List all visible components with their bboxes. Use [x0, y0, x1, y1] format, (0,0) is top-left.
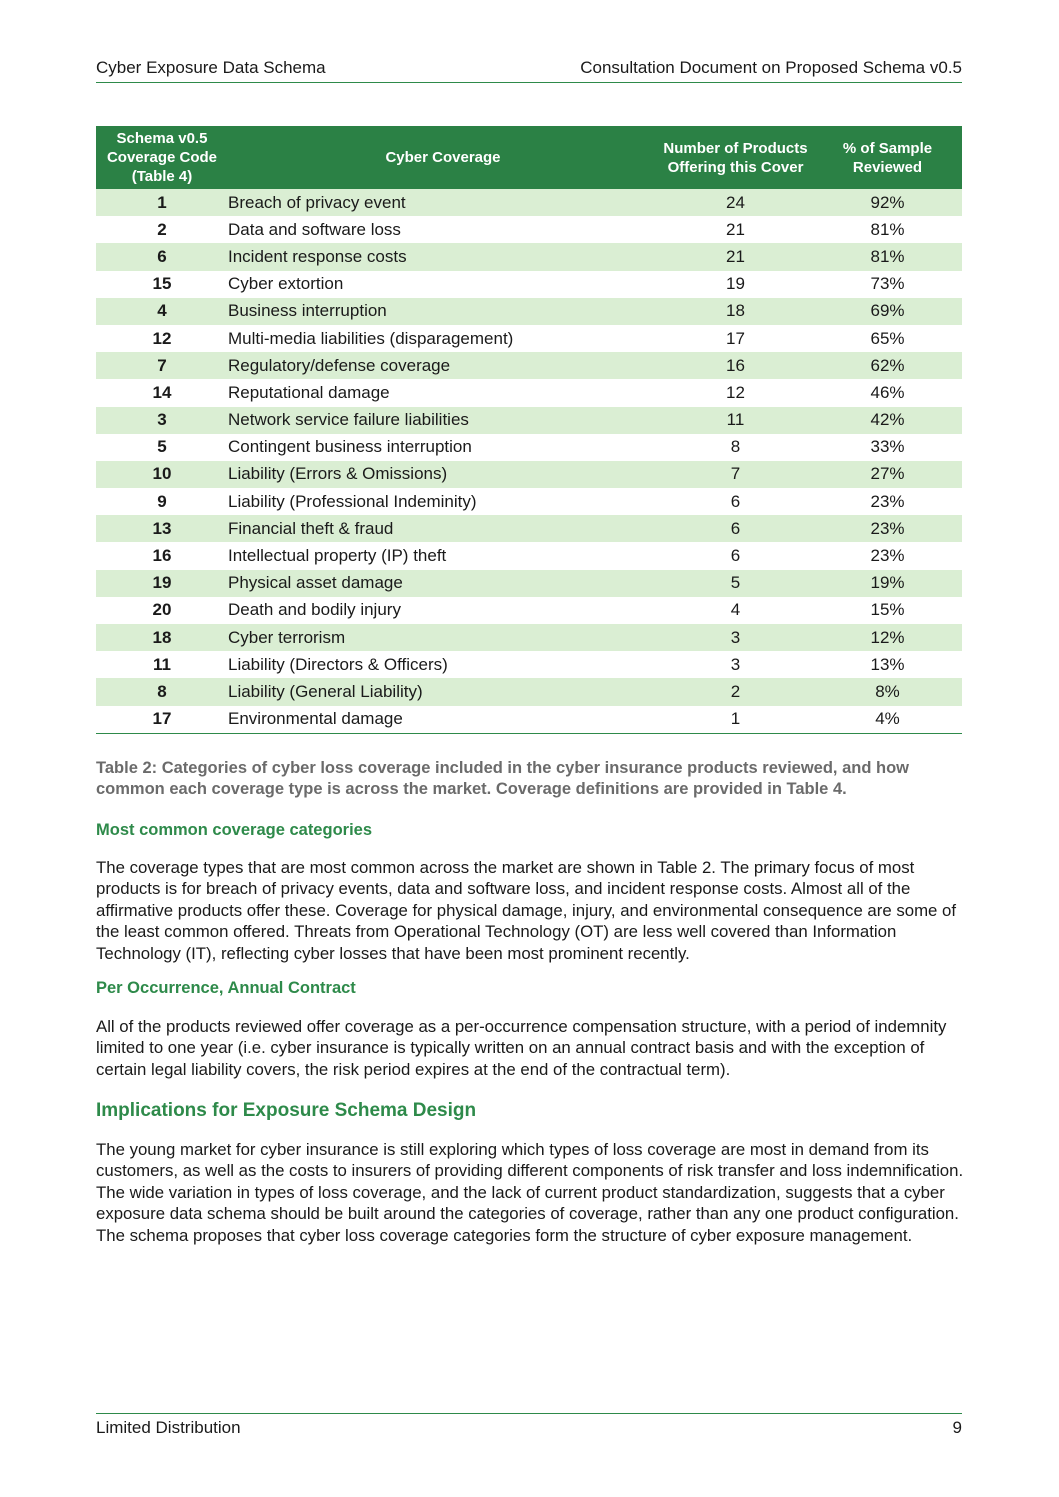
section-heading-common: Most common coverage categories	[96, 821, 373, 839]
cell-coverage: Liability (General Liability)	[228, 678, 658, 705]
cell-code: 4	[96, 298, 228, 325]
cell-coverage: Physical asset damage	[228, 570, 658, 597]
cell-count: 12	[726, 382, 745, 402]
cell-coverage: Environmental damage	[228, 709, 403, 729]
cell-pct: 69%	[813, 298, 962, 325]
cell-count: 3	[730, 654, 741, 674]
cell-coverage: Incident response costs	[228, 243, 658, 270]
col-header-coverage: Cyber Coverage	[228, 126, 658, 189]
cell-count: 21	[726, 219, 745, 239]
section-body-occurrence: All of the products reviewed offer coverage as a per-occurrence compensation structure, with a period of indemnity limited to one year (i.e. cyber insurance is typically written on an annual contract basis and with the exception of certain legal liability covers, the risk period expires at the end of the contractual term).	[96, 1017, 947, 1079]
cell-coverage: Intellectual property (IP) theft	[228, 546, 447, 566]
table-row	[96, 325, 962, 352]
cell-count: 8	[730, 437, 741, 457]
cell-pct: 81%	[870, 219, 905, 239]
table-row	[96, 461, 962, 488]
table-row	[96, 379, 962, 406]
cell-coverage: Multi-media liabilities (disparagement)	[228, 328, 514, 348]
cell-coverage: Regulatory/defense coverage	[228, 352, 658, 379]
section-heading-occurrence: Per Occurrence, Annual Contract	[96, 979, 356, 997]
cell-pct: 12%	[813, 624, 962, 651]
cell-pct: 13%	[870, 654, 905, 674]
cell-coverage: Cyber extortion	[228, 274, 344, 294]
cell-code: 6	[96, 243, 228, 270]
cell-coverage: Death and bodily injury	[228, 600, 401, 620]
cell-code: 1	[96, 189, 228, 216]
cell-code: 16	[152, 546, 172, 566]
section-body-common: The coverage types that are most common across the market are shown in Table 2. The primary focus of most products is for breach of privacy events, data and software loss, and incident response costs. Almost all of the affirmative products offer these. Coverage for physical damage, injury, and environmental consequence are some of the least common offered. Threats from Operational Technology (OT) are less well covered than Information Technology (IT), reflecting cyber losses that have been most prominent recently.	[96, 858, 957, 963]
cell-code: 17	[152, 709, 172, 729]
header-document-subtitle: Consultation Document on Proposed Schema v0.5	[580, 58, 962, 77]
header-document-title: Cyber Exposure Data Schema	[96, 58, 326, 77]
cell-count: 6	[730, 546, 741, 566]
table-row	[96, 570, 962, 597]
cell-count: 6	[730, 491, 741, 511]
table-row	[96, 624, 962, 651]
cell-code: 5	[157, 437, 167, 457]
cell-coverage: Network service failure liabilities	[228, 407, 658, 434]
cell-count: 24	[658, 189, 813, 216]
cell-coverage: Breach of privacy event	[228, 189, 658, 216]
cell-pct: 23%	[870, 546, 905, 566]
cell-coverage: Reputational damage	[228, 382, 390, 402]
table-row	[96, 488, 962, 515]
document-page	[96, 0, 962, 1497]
cell-code: 10	[96, 461, 228, 488]
table-row	[96, 407, 962, 434]
table-row	[96, 216, 962, 243]
cell-pct: 27%	[813, 461, 962, 488]
cell-count: 4	[730, 600, 741, 620]
cell-pct: 23%	[813, 515, 962, 542]
cell-code: 9	[157, 491, 167, 511]
table-row	[96, 243, 962, 270]
cell-code: 8	[96, 678, 228, 705]
cell-coverage: Cyber terrorism	[228, 624, 658, 651]
cell-coverage: Liability (Directors & Officers)	[228, 654, 448, 674]
cell-count: 21	[658, 243, 813, 270]
cell-count: 19	[726, 274, 745, 294]
cell-pct: 33%	[870, 437, 905, 457]
cell-code: 18	[96, 624, 228, 651]
cell-pct: 92%	[813, 189, 962, 216]
table-row	[96, 434, 962, 461]
cell-code: 12	[152, 328, 172, 348]
cell-pct: 23%	[870, 491, 905, 511]
cell-pct: 15%	[870, 600, 905, 620]
cell-code: 3	[96, 407, 228, 434]
cell-count: 3	[658, 624, 813, 651]
cell-pct: 65%	[870, 328, 905, 348]
page-header	[96, 58, 962, 83]
table-row	[96, 298, 962, 325]
cell-count: 16	[658, 352, 813, 379]
cell-pct: 42%	[813, 407, 962, 434]
cell-coverage: Data and software loss	[228, 219, 401, 239]
cell-code: 20	[152, 600, 172, 620]
cell-coverage: Business interruption	[228, 298, 658, 325]
table-header-row	[96, 126, 962, 189]
table-row	[96, 597, 962, 624]
cell-pct: 62%	[813, 352, 962, 379]
table-row	[96, 706, 962, 734]
table-row	[96, 352, 962, 379]
cell-code: 11	[153, 654, 171, 674]
section-heading-implications: Implications for Exposure Schema Design	[96, 1100, 477, 1121]
cell-coverage: Liability (Errors & Omissions)	[228, 461, 658, 488]
table-row	[96, 542, 962, 569]
cell-pct: 46%	[870, 382, 905, 402]
cell-code: 15	[152, 274, 172, 294]
table-row	[96, 651, 962, 678]
table-row	[96, 271, 962, 298]
col-header-count: Number of Products Offering this Cover	[658, 126, 813, 189]
section-body-implications: The young market for cyber insurance is still exploring which types of loss coverage are most in demand from its customers, as well as the costs to insurers of providing different components of risk transfer and loss indemnification. The wide variation in types of loss coverage, and the lack of current product standardization, suggests that a cyber exposure data schema should be built around the categories of coverage, rather than any one product configuration. The schema proposes that cyber loss coverage categories form the structure of cyber exposure management.	[96, 1140, 964, 1245]
cell-count: 2	[658, 678, 813, 705]
cell-count: 18	[658, 298, 813, 325]
cell-pct: 19%	[813, 570, 962, 597]
cell-code: 7	[96, 352, 228, 379]
cell-coverage: Financial theft & fraud	[228, 515, 658, 542]
page-footer	[96, 1413, 962, 1438]
cell-count: 1	[730, 709, 741, 729]
cell-pct: 81%	[813, 243, 962, 270]
cell-count: 6	[658, 515, 813, 542]
col-header-code: Schema v0.5 Coverage Code (Table 4)	[96, 126, 228, 189]
cell-count: 17	[726, 328, 745, 348]
cell-count: 5	[658, 570, 813, 597]
table-caption: Table 2: Categories of cyber loss coverage included in the cyber insurance products reviewed, and how common each coverage type is across the market. Coverage definitions are provided in Table 4.	[96, 759, 910, 798]
table-body	[96, 189, 962, 733]
cell-code: 19	[96, 570, 228, 597]
cell-pct: 4%	[875, 709, 900, 729]
cell-pct: 8%	[813, 678, 962, 705]
cell-code: 14	[152, 382, 172, 402]
col-header-pct: % of Sample Reviewed	[813, 126, 962, 189]
cell-count: 7	[658, 461, 813, 488]
footer-distribution: Limited Distribution	[96, 1418, 241, 1437]
cell-pct: 73%	[870, 274, 905, 294]
page-number: 9	[952, 1418, 962, 1437]
table-row	[96, 515, 962, 542]
cell-code: 13	[96, 515, 228, 542]
cell-coverage: Contingent business interruption	[228, 437, 472, 457]
cell-coverage: Liability (Professional Indeminity)	[228, 491, 477, 511]
cell-code: 2	[157, 219, 167, 239]
table-row	[96, 678, 962, 705]
coverage-table	[96, 126, 962, 734]
cell-count: 11	[658, 407, 813, 434]
table-row	[96, 189, 962, 216]
